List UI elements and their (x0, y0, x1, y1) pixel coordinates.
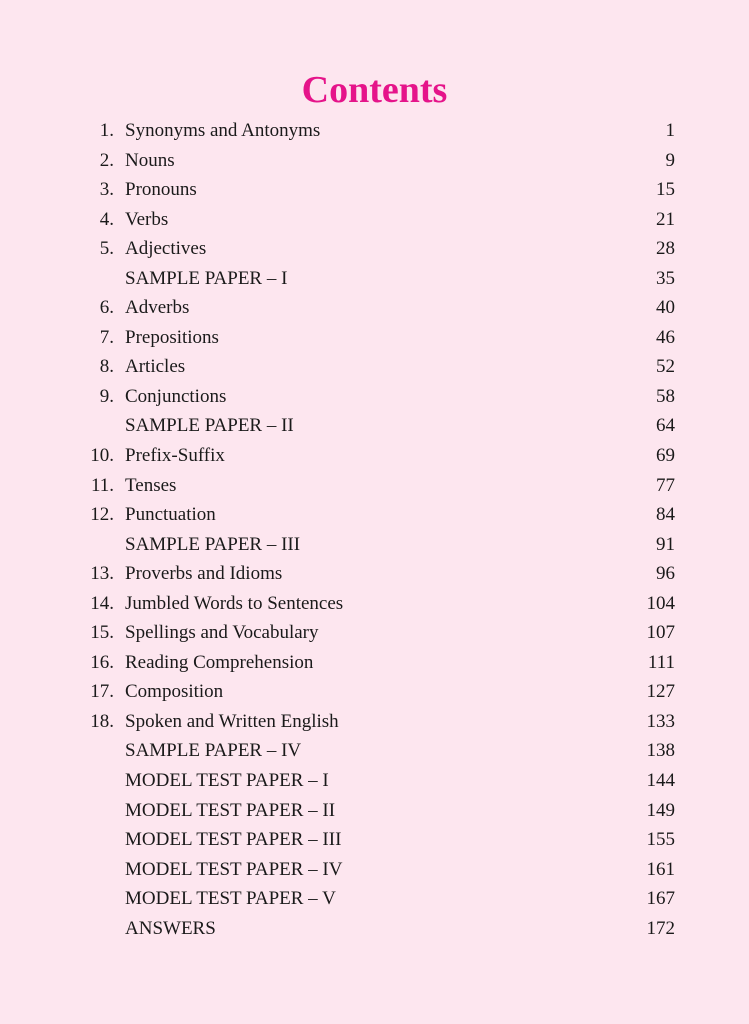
entry-number: 3. (99, 179, 114, 201)
toc-entry (80, 914, 675, 944)
entry-number: 4. (99, 208, 114, 230)
entry-number: 8. (99, 356, 114, 378)
entry-page-number: 40 (656, 297, 675, 319)
entry-page-number: 28 (656, 238, 675, 260)
entry-title: ANSWERS (125, 917, 216, 939)
toc-entry (80, 293, 675, 323)
entry-page-number: 107 (646, 622, 675, 644)
entry-title: MODEL TEST PAPER – II (125, 799, 336, 821)
entry-page-number: 77 (656, 474, 675, 496)
toc-entry (80, 234, 675, 264)
entry-title: MODEL TEST PAPER – V (125, 888, 336, 910)
entry-title: Articles (125, 356, 186, 378)
toc-entry (80, 146, 675, 176)
entry-title: Punctuation (125, 504, 216, 526)
entry-number: 7. (99, 326, 114, 348)
entry-number: 15. (90, 622, 114, 644)
entry-number: 9. (99, 385, 114, 407)
entry-page-number: 21 (656, 208, 675, 230)
toc-entry (80, 205, 675, 235)
toc-entry (80, 559, 675, 589)
entry-title: Adverbs (125, 297, 190, 319)
toc-entry (80, 825, 675, 855)
entry-title: Adjectives (125, 238, 207, 260)
toc-entry (80, 352, 675, 382)
toc-entry (80, 471, 675, 501)
entry-page-number: 69 (656, 445, 675, 467)
entry-number: 18. (90, 710, 114, 732)
toc-entry (80, 500, 675, 530)
entry-page-number: 15 (656, 179, 675, 201)
toc-entry (80, 855, 675, 885)
entry-page-number: 133 (646, 710, 675, 732)
entry-number: 5. (99, 238, 114, 260)
table-of-contents (80, 116, 675, 943)
entry-title: Tenses (125, 474, 177, 496)
toc-entry (80, 411, 675, 441)
toc-entry (80, 884, 675, 914)
entry-title: Proverbs and Idioms (125, 563, 283, 585)
entry-page-number: 64 (656, 415, 675, 437)
page-title: Contents (301, 69, 448, 111)
entry-page-number: 155 (646, 829, 675, 851)
entry-page-number: 172 (646, 917, 675, 939)
entry-page-number: 161 (646, 858, 675, 880)
toc-entry (80, 766, 675, 796)
entry-page-number: 127 (646, 681, 675, 703)
entry-number: 17. (90, 681, 114, 703)
entry-page-number: 144 (646, 770, 675, 792)
entry-page-number: 111 (647, 651, 675, 673)
entry-page-number: 1 (665, 120, 675, 141)
toc-entry (80, 618, 675, 648)
entry-title: SAMPLE PAPER – II (125, 415, 294, 437)
toc-entry (80, 116, 675, 146)
toc-entry (80, 677, 675, 707)
entry-number: 6. (99, 297, 114, 319)
toc-entry (80, 530, 675, 560)
toc-entry (80, 264, 675, 294)
entry-page-number: 96 (656, 563, 675, 585)
entry-title: Synonyms and Antonyms (125, 120, 321, 141)
entry-page-number: 167 (646, 888, 675, 910)
entry-title: Conjunctions (125, 385, 227, 407)
entry-number: 16. (90, 651, 114, 673)
entry-page-number: 9 (665, 149, 675, 171)
entry-title: Pronouns (125, 179, 197, 201)
toc-entry (80, 382, 675, 412)
entry-title: SAMPLE PAPER – I (125, 267, 288, 289)
entry-page-number: 58 (656, 385, 675, 407)
entry-title: SAMPLE PAPER – III (125, 533, 301, 555)
entry-title: SAMPLE PAPER – IV (125, 740, 302, 762)
entry-title: Verbs (125, 208, 169, 230)
entry-number: 11. (90, 474, 114, 496)
entry-page-number: 138 (646, 740, 675, 762)
toc-entry (80, 796, 675, 826)
entry-number: 12. (90, 504, 114, 526)
entry-page-number: 46 (656, 326, 675, 348)
entry-title: Prepositions (125, 326, 219, 348)
toc-entry (80, 648, 675, 678)
toc-entry (80, 736, 675, 766)
entry-title: Reading Comprehension (125, 651, 314, 673)
toc-entry (80, 441, 675, 471)
toc-entry (80, 175, 675, 205)
entry-title: Jumbled Words to Sentences (125, 592, 344, 614)
entry-page-number: 35 (656, 267, 675, 289)
entry-title: Prefix-Suffix (125, 445, 225, 467)
toc-entry (80, 707, 675, 737)
entry-number: 14. (90, 592, 114, 614)
entry-number: 1. (99, 120, 114, 141)
entry-number: 2. (99, 149, 114, 171)
entry-page-number: 52 (656, 356, 675, 378)
entry-title: Spellings and Vocabulary (125, 622, 319, 644)
entry-page-number: 104 (646, 592, 675, 614)
toc-entry (80, 589, 675, 619)
entry-title: Composition (125, 681, 224, 703)
entry-title: MODEL TEST PAPER – IV (125, 858, 343, 880)
entry-title: Nouns (125, 149, 175, 171)
toc-entry (80, 323, 675, 353)
entry-title: Spoken and Written English (125, 710, 339, 732)
entry-page-number: 84 (656, 504, 675, 526)
entry-page-number: 149 (646, 799, 675, 821)
entry-title: MODEL TEST PAPER – III (125, 829, 342, 851)
entry-title: MODEL TEST PAPER – I (125, 770, 329, 792)
entry-page-number: 91 (656, 533, 675, 555)
entry-number: 10. (90, 445, 114, 467)
entry-number: 13. (90, 563, 114, 585)
